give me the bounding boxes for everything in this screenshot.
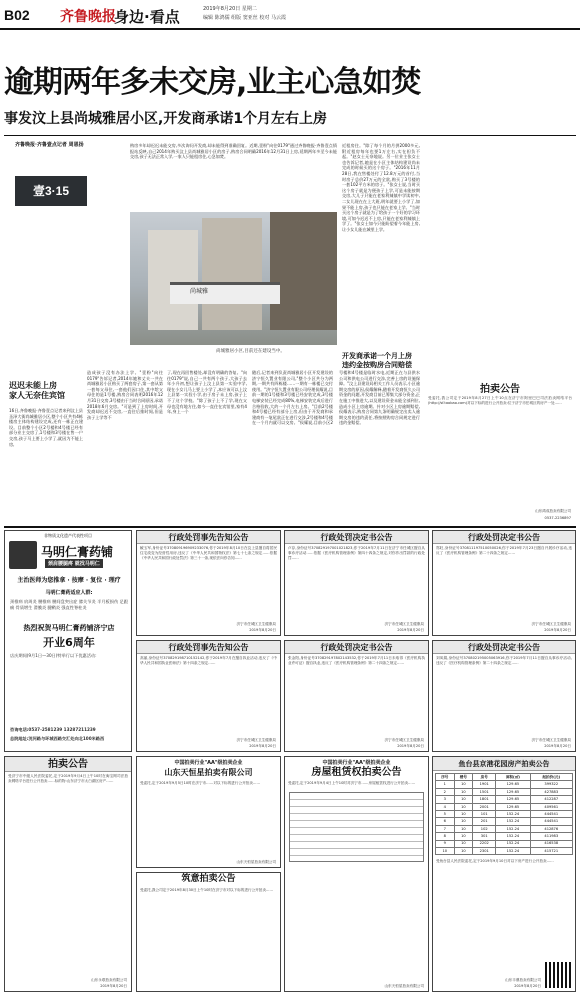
auction-body: 受委托,定于2019年9月5日10时在济宁市……对以下标的进行公开拍卖…… xyxy=(140,781,261,785)
body-col-4: 近租房住。"除了每个月的月供2000多元,附近租房每年也要1万左右,实在担负不起。"赵女士无奈地说。另一位业主张女士也告诉记者,她是在小区主体结构建设尚未完成的时候买的这个房子。"2016年11月28日,我在售楼处付了12.8万元的首付,当时房子总价27万元的全款,购买了3号楼的一套102平方米的房子。"张女士说,当时买这个房子就是为便孩子上学,可是未能按期交房,大儿子只能在老家利辣镇中学读初中,二女儿现在在上大班,明年就要上小学了,如果不能上房,孩子也只能在老家上学。"当时买这个房子就是为了给孩子一个好的学习环境,可如今迟迟不上房,只能在老家利辣镇上学了。"张女士如今只能盼望着今年能上房,让小女儿能在城里上学。 xyxy=(342,143,420,232)
subheadline: 事发汶上县尚城雅居小区,开发商承诺1个月左右上房 xyxy=(4,111,328,127)
table-row xyxy=(436,788,573,795)
notice-body: 卢存,身份证号370829197001021823,你于2019年7月11日在济宁市任城区擅自从事诊疗活动……依据《医疗机构管理条例》第四十四条之规定,对你作出罚款的行政处罚…… xyxy=(288,546,425,560)
news-photo xyxy=(130,212,337,345)
subtitle-1: 迟迟未能上房 xyxy=(9,381,57,390)
table-cell: 10 xyxy=(454,818,473,825)
table-row xyxy=(436,781,573,788)
auction-company: 山东鸿成拍卖有限公司 xyxy=(535,508,571,513)
table-cell: 9 xyxy=(436,840,455,847)
table-cell: 152.24 xyxy=(496,810,530,817)
notice-4 xyxy=(136,640,281,752)
logo-315: 壹3·15 xyxy=(15,176,87,206)
table-row xyxy=(436,840,573,847)
notice-title: 行政处罚事先告知公告 xyxy=(137,531,280,544)
auction-title: 鱼台县京港花园房产拍卖公告 xyxy=(433,757,575,771)
table-cell: 415721 xyxy=(530,847,572,854)
notice-6 xyxy=(432,640,576,752)
notice-5 xyxy=(284,640,429,752)
subtitle-2: 家人无奈住宾馆 xyxy=(9,391,65,400)
table-cell: 411983 xyxy=(530,833,572,840)
issue-date: 2019年8月20日 星期二 xyxy=(203,6,257,12)
editor-credits: 编辑 陈鸿儒 组版 窦亚丝 校对 马云霞 xyxy=(203,15,286,21)
table-cell: 129.65 xyxy=(496,788,530,795)
body-col-3: 了,现在再回售楼处,却没有明确的答复。"向往0179"说,自己一共有两个孩子,大孩子去年小升初,想让孩子上汶上县第一实验中学,现在小女儿马上要上小学了,本应该可以上汶上县第一实验小学,由于房子未上房,孩子上不了这个学校。"除了孩子上不了学,现在父母也没有地方住,如今一直住在宾馆里,家有4年,身上一个 xyxy=(167,370,247,415)
notice-title: 行政处罚决定书公告 xyxy=(433,531,575,544)
table-cell: 2 xyxy=(436,788,455,795)
ad-caption: 非物质文化遗产代表性项目 xyxy=(44,533,92,538)
table-cell: 10 xyxy=(454,796,473,803)
table-cell: 10 xyxy=(454,810,473,817)
auction-bottom-1 xyxy=(4,756,132,992)
table-cell: 101 xyxy=(473,810,496,817)
auction-body: 受委托,我公司定于2019年8月30日上午10时在济宁市对以下标的进行公开拍卖…… xyxy=(140,888,274,892)
table-cell: 427883 xyxy=(530,788,572,795)
auction-company: 山东永联拍卖有限公司 xyxy=(91,977,127,982)
notice-title: 行政处罚决定书公告 xyxy=(433,641,575,654)
ad-anniversary: 开业6周年 xyxy=(43,636,95,649)
table-cell: 152.24 xyxy=(496,818,530,825)
auction-title: 山东天恒星拍卖有限公司 xyxy=(137,766,280,779)
table-cell: 8 xyxy=(436,833,455,840)
qr-code xyxy=(545,962,571,988)
table-cell: 3 xyxy=(436,796,455,803)
table-cell: 444541 xyxy=(530,818,572,825)
table-cell: 152.24 xyxy=(496,840,530,847)
body-col-5: 随后,记者来到负责尚城雅居小区开发建设的济宁恒久置业有限公司,"整个小区共分为两期,一期共有四栋楼……一期有一栋楼已交付使用。"济宁恒久置业有限公司经理侯耀说,目前一期的1号楼和3号楼已经安装完成,3号楼电梯安装已经完成80%,电梯安装完成后进行合格验收,大约一个月左右上房。"目前2号楼和4号楼已经有部分上房,但由于开发商和承建商有一笔尾款正在进行交涉,2号楼和4号楼在一个月内就可以交房。"侯耀说,目前小区2号楼和4号楼是临时水电,近期正在与县供水公司和供电公司进行交涉,完善上房的设施保障。"汶上县建设局相关工作人员表示,小区逾期交房的原因,侯耀解释,随着开发商恒久公司资金的问题,开发商目前已筹集大部分资金,正在施工中推进大,以及建设资金未能全部到位,造成小区上房逾期。针对小区上房逾期赔偿,侯耀表示,购房合同第九条明确规定出卖人逾期交房的违约责任,将按照购房合同规定进行违约金赔偿。 xyxy=(252,370,420,426)
table-row xyxy=(436,810,573,817)
notice-sign: 济宁市任城区卫生健康局 xyxy=(384,737,424,742)
auction-title: 筑意拍卖公告 xyxy=(137,873,280,886)
auction-company: 山东丰鼎拍卖有限公司 xyxy=(505,977,541,982)
table-cell: 129.65 xyxy=(496,803,530,810)
table-cell: 301 xyxy=(473,833,496,840)
notice-date: 2019年8月20日 xyxy=(544,627,571,632)
table-cell: 152.24 xyxy=(496,847,530,854)
notice-date: 2019年8月20日 xyxy=(249,627,276,632)
table-cell: 412287 xyxy=(530,796,572,803)
body-col-1: 16日,齐鲁晚报·齐鲁壹点记者来到汶上县圣泽大街尚城雅居小区,整个小区共有4栋楼房主体结构建设完成,还有一栋正在建设。目前整个小区2号楼和4号楼已经有部分业主交房了,1号楼和3号楼在售一户交房,孩子马上要上小学了,就因为不能上房, xyxy=(9,408,83,447)
notice-body: 高丽,身份证号370829198710152142,你于2019年7月在擅自执业活动,违反了《中华人民共和国执业医师法》第十四条之规定…… xyxy=(140,656,277,665)
section-rule xyxy=(4,526,576,528)
table-cell: 5 xyxy=(436,810,455,817)
notice-body: 臧玉军,身份证号370809196909233076,你于2019年8月10日在汶上县擅自将居民住宅改变为经营性用房,违反了《中华人民共和国物权法》第七十七条之规定……依据《中华人民共和国行政处罚法》第三十一条,现依法向你告知…… xyxy=(140,546,277,560)
table-cell: 1801 xyxy=(473,796,496,803)
auction-phone: 0537-2236897 xyxy=(544,515,571,520)
table-cell: 399322 xyxy=(530,781,572,788)
ad-note: 马明仁膏药适应人群: xyxy=(45,590,93,596)
table-cell: 10 xyxy=(454,847,473,854)
table-cell: 2001 xyxy=(473,803,496,810)
lead-paragraph: 购房多年却迟迟未能交房,多次询问开发商,却未能得到准确回复。近期,壹粉"向往0179"通过齐鲁晚报·齐鲁壹点情报站反映,自己2014年购买汶上县尚城雅居小区的房子,购房合同明确2016年12月31日上房,延期两年多至今未能交房,孩子无法正常入学,一家人只能租房住,心急如焚。 xyxy=(130,143,337,160)
notice-body: 张金阳,身份证号370829197802143532,你于2019年7月11日未取得《医疗机构执业许可证》擅自执业,违反了《医疗机构管理条例》第二十四条之规定…… xyxy=(288,656,425,665)
auction-sub: 中国拍卖行业"AA"级拍卖企业 xyxy=(174,760,243,766)
auction-small xyxy=(136,872,281,992)
notice-body: 刘凤娟,身份证号370802195005063916,你于2019年7月11日擅自从事诊疗活动,违反了《医疗机构管理条例》第二十四条之规定…… xyxy=(436,656,572,665)
notice-title: 行政处罚事先告知公告 xyxy=(137,641,280,654)
auction-sub: 中国拍卖行业"AA"级拍卖企业 xyxy=(322,760,391,766)
auction-title: 拍卖公告 xyxy=(480,384,520,395)
table-cell: 152.24 xyxy=(496,833,530,840)
table-cell: 4 xyxy=(436,803,455,810)
auction-company: 山东天恒星拍卖有限公司 xyxy=(384,983,424,988)
notice-date: 2019年8月20日 xyxy=(544,743,571,748)
notice-3 xyxy=(432,530,576,636)
table-cell: 1 xyxy=(436,781,455,788)
table-cell: 201 xyxy=(473,818,496,825)
ad-phone: 咨询电话:0537-2581239 13287211239 xyxy=(10,727,96,732)
photo-caption: 尚城雅居小区,目前还在建设当中。 xyxy=(216,349,285,354)
auction-bottom-2 xyxy=(136,756,281,868)
notice-sign: 济宁市任城区卫生健康局 xyxy=(531,737,571,742)
table-cell: 444541 xyxy=(530,810,572,817)
ad-tagline: 颈肩腰腿疼 就找马明仁 xyxy=(45,559,103,568)
table-row xyxy=(436,803,573,810)
page-number: B02 xyxy=(4,7,30,23)
table-header: 房号 xyxy=(473,774,496,781)
auction-body: 受鱼台县人民法院委托,定于2019年9月10日对以下房产进行公开拍卖…… xyxy=(436,859,554,864)
auction-title: 房屋租赁权拍卖公告 xyxy=(285,766,428,779)
table-header: 楼号 xyxy=(454,774,473,781)
table-row xyxy=(436,825,573,832)
auction-date: 2019年8月20日 xyxy=(100,983,127,988)
property-table xyxy=(435,773,573,855)
table-header: 起拍价(元) xyxy=(530,774,572,781)
notice-date: 2019年8月20日 xyxy=(397,743,424,748)
notice-sign: 济宁市任城区卫生健康局 xyxy=(384,621,424,626)
ad-title: 马明仁膏药铺 xyxy=(41,545,114,559)
table-row xyxy=(436,818,573,825)
table-cell: 2301 xyxy=(473,847,496,854)
auction-body: 受委托,定于2019年9月4日上午10时对济宁市……房屋租赁权进行公开拍卖…… xyxy=(288,781,416,785)
auction-date: 2019年8月20日 xyxy=(514,983,541,988)
notice-body: 郑旺,身份证号370811197510050026,你于2019年7月23日擅自开展诊疗活动,违反了《医疗机构管理条例》第二十四条之规定…… xyxy=(436,546,572,555)
notice-title: 行政处罚决定书公告 xyxy=(285,641,428,654)
table-row xyxy=(436,833,573,840)
auction-body: 受济宁市中级人民法院委托,定于2019年9月4日上午10时在淘宝网司法拍卖网络平台进行公开拍卖……标的物:山东济宁市太白湖区房产…… xyxy=(8,774,128,783)
ad-items: 颈椎病 肩周炎 腰椎病 腰间盘突出症 膝关节炎 半月板损伤 足跟痛 骨质增生 滑膜炎 腱鞘炎 强直性脊柱炎 xyxy=(10,599,128,610)
auction-bottom-3 xyxy=(284,756,429,992)
notice-date: 2019年8月20日 xyxy=(249,743,276,748)
table-cell: 7 xyxy=(436,825,455,832)
table-cell: 1501 xyxy=(473,788,496,795)
newspaper-brand: 齐鲁晚报 xyxy=(60,9,116,25)
table-cell: 152.24 xyxy=(496,825,530,832)
body-col-2: 造成孩子没有办法上学。"壹粉"向往0179"告诉记者,2014年她和丈夫一共在尚城雅居小区购买了两套房子,第一套从第一套每父母住,一套他们因口住,其中给父母住的是1号楼,购房合同表明2016年12月31日交房,3号楼由于当时合同原因,承诺2018年6月交房。"可是到了上房时间,开发商却迟迟不交房,一直往后推时间,但是孩子上学等不 xyxy=(87,370,163,420)
gate-sign: 尚城雅 xyxy=(190,288,209,295)
table-cell: 10 xyxy=(454,833,473,840)
notice-sign: 济宁市任城区卫生健康局 xyxy=(531,621,571,626)
table-cell: 10 xyxy=(454,781,473,788)
table-header: 面积(㎡) xyxy=(496,774,530,781)
notice-2 xyxy=(284,530,429,636)
table-cell: 10 xyxy=(454,803,473,810)
table-cell: 6 xyxy=(436,818,455,825)
table-cell: 2202 xyxy=(473,840,496,847)
table-cell: 1901 xyxy=(473,781,496,788)
ad-address: 总院地址:洸河路与环城西路交汇处向北100米路西 xyxy=(10,736,105,741)
subtitle-3: 开发商承诺一个月上房 xyxy=(342,352,412,360)
byline: 齐鲁晚报·齐鲁壹点记者 周恩扬 xyxy=(15,142,84,148)
table-row xyxy=(436,796,573,803)
notice-date: 2019年8月20日 xyxy=(397,627,424,632)
auction-company: 山东天恒星拍卖有限公司 xyxy=(236,859,276,864)
table-cell: 416538 xyxy=(530,840,572,847)
page-header xyxy=(0,0,580,44)
header-rule xyxy=(0,28,580,30)
portrait-photo xyxy=(9,541,37,569)
auction-title: 拍卖公告 xyxy=(5,757,131,772)
table-row xyxy=(436,847,573,854)
notice-sign: 济宁市任城区卫生健康局 xyxy=(236,621,276,626)
lot-table xyxy=(289,792,424,862)
headline: 逾期两年多未交房,业主心急如焚 xyxy=(4,65,421,100)
table-cell: 129.65 xyxy=(496,781,530,788)
section-title: 身边·看点 xyxy=(114,8,180,26)
table-cell: 412876 xyxy=(530,825,572,832)
divider xyxy=(4,135,576,136)
table-cell: 10 xyxy=(454,788,473,795)
ad-event: 店庆期间(9月1日—30日)特举行以下优惠活动: xyxy=(10,653,97,658)
auction-notice-top xyxy=(425,380,575,523)
table-cell: 102 xyxy=(473,825,496,832)
table-cell: 10 xyxy=(454,840,473,847)
auction-body: 受委托,我公司定于2019年8月27日上午10点在济宁市阿里巴巴司法拍卖网络平台(http://sf.taobao.com)对以下标的进行公开拍卖:位于济宁市任城区的房产一处…… xyxy=(428,396,572,405)
notice-title: 行政处罚决定书公告 xyxy=(285,531,428,544)
auction-bottom-4 xyxy=(432,756,576,992)
ad-mamingren xyxy=(4,530,132,752)
table-cell: 10 xyxy=(436,847,455,854)
notice-1 xyxy=(136,530,281,636)
subtitle-4: 违约金按购房合同赔偿 xyxy=(342,361,412,369)
ad-promo: 热烈祝贺马明仁膏药铺济宁店 xyxy=(23,624,115,632)
table-header: 序号 xyxy=(436,774,455,781)
table-cell: 10 xyxy=(454,825,473,832)
table-cell: 409561 xyxy=(530,803,572,810)
notice-sign: 济宁市任城区卫生健康局 xyxy=(236,737,276,742)
table-cell: 129.65 xyxy=(496,796,530,803)
ad-sub: 主治医师为您推拿 · 按摩 · 复位 · 理疗 xyxy=(17,577,121,584)
